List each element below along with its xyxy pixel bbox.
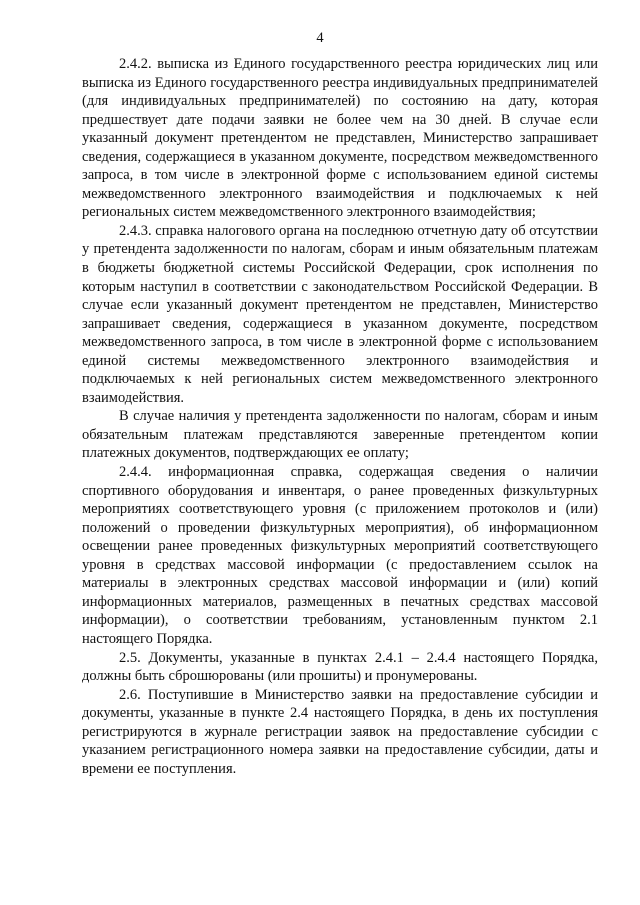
- paragraph-2-6: 2.6. Поступившие в Министерство заявки на предоставление субсидии и документы, указанные в пункте 2.4 настоящего Порядка, в день их поступления регистрируются в журнале регистрации заявок на предоставление субсидии с указанием регистрационного номера заявки на предоставление субсидии, даты и времени ее поступления.: [82, 686, 598, 777]
- page-number: 4: [316, 30, 324, 46]
- paragraph-2-4-4: 2.4.4. информационная справка, содержащая сведения о наличии спортивного оборудования и инвентаря, о ранее проведенных физкультурных мероприятиях соответствующего уровня (с приложением протоколов и (или) положений о проведении физкультурных мероприятия), об информационном освещении ранее проведенных физкультурных мероприятий соответствующего уровня в средствах массовой информации (с предоставлением ссылок на материалы в электронных средствах массовой информации и (или) копий информационных материалов, размещенных в печатных средствах массовой информации), о соответствии требованиям, установленным пунктом 2.1 настоящего Порядка.: [82, 464, 598, 647]
- paragraph-2-4-2: 2.4.2. выписка из Единого государственного реестра юридических лиц или выписка из Единого государственного реестра индивидуальных предпринимателей (для индивидуальных предпринимателей) по состоянию на дату, которая предшествует дате подачи заявки не более чем на 30 дней. В случае если указанный документ претендентом не представлен, Министерство запрашивает сведения, содержащиеся в указанном документе, посредством межведомственного запроса, в том числе в электронной форме с использованием единой системы межведомственного электронного взаимодействия и подключаемых к ней региональных систем межведомственного электронного взаимодействия;: [82, 56, 598, 221]
- paragraph-2-4-3: 2.4.3. справка налогового органа на последнюю отчетную дату об отсутствии у претендента задолженности по налогам, сборам и иным обязательным платежам в бюджеты бюджетной системы Российской Федерации, срок исполнения по которым наступил в соответствии с законодательством Российской Федерации. В случае если указанный документ претендентом не представлен, Министерство запрашивает сведения, содержащиеся в указанном документе, посредством межведомственного запроса, в том числе в электронной форме с использованием единой системы межведомственного электронного взаимодействия и подключаемых к ней региональных систем межведомственного электронного взаимодействия.: [82, 222, 598, 406]
- paragraph-2-5: 2.5. Документы, указанные в пунктах 2.4.1 – 2.4.4 настоящего Порядка, должны быть сброшюрованы (или прошиты) и пронумерованы.: [82, 649, 598, 685]
- document-body: [82, 55, 598, 778]
- paragraph-debt-case: В случае наличия у претендента задолженности по налогам, сборам и иным обязательным платежам представляются заверенные претендентом копии платежных документов, подтверждающих ее оплату;: [82, 408, 598, 462]
